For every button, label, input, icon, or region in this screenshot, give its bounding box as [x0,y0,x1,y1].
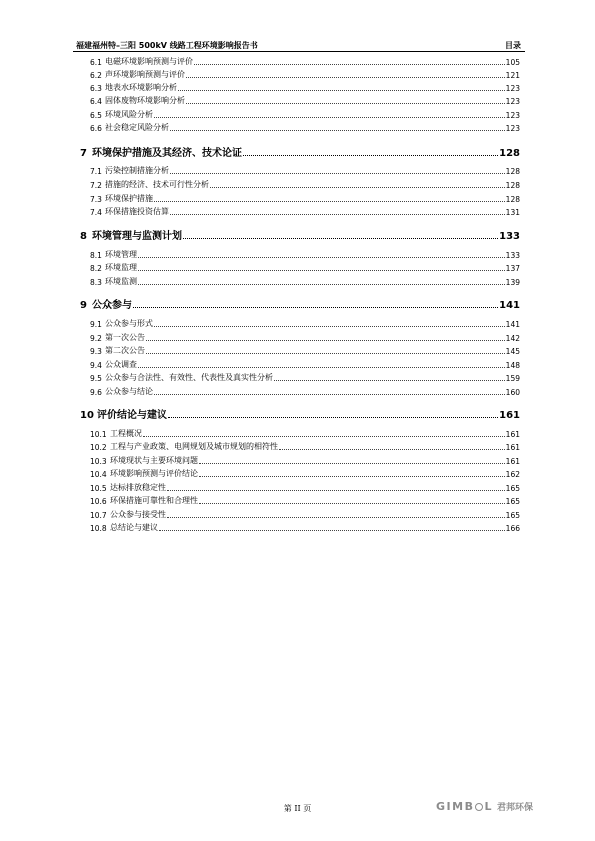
toc-label: 环境监理 [105,263,137,272]
toc-chapter-9[interactable] [80,297,520,311]
toc-page: 160 [505,388,520,397]
toc-number: 9.6 [90,388,102,397]
toc-page: 159 [505,374,520,383]
dot-leader [279,447,505,450]
dot-leader [138,268,505,271]
toc-number: 10.4 [90,470,107,479]
toc-entry-10-2[interactable] [90,441,520,452]
dot-leader [159,528,505,531]
toc-label: 固体废物环境影响分析 [105,96,185,105]
header-rule [73,51,525,52]
toc-label: 工程概况 [110,429,142,438]
toc-page: 161 [505,430,520,439]
toc-page: 131 [505,208,520,217]
dot-leader [210,185,505,188]
dot-leader [243,153,498,156]
toc-label: 环境风险分析 [105,110,153,119]
toc-label: 电磁环境影响预测与评价 [105,57,193,66]
dot-leader [154,199,505,202]
toc-page: 133 [499,231,520,242]
section-name: 目录 [505,41,521,50]
toc-page: 142 [505,334,520,343]
toc-page: 141 [499,300,520,311]
toc-entry-10-5[interactable] [90,482,520,493]
toc-entry-9-6[interactable] [90,386,520,397]
toc-label: 环境现状与主要环境问题 [110,456,198,465]
toc-number: 6.2 [90,71,102,80]
toc-number: 6.3 [90,84,102,93]
toc-label: 环境保护措施及其经济、技术论证 [92,148,242,159]
toc-label: 第二次公告 [105,346,145,355]
dot-leader [138,365,505,368]
toc-entry-6-5[interactable] [90,109,520,120]
toc-entry-8-2[interactable] [90,262,520,273]
toc-label: 达标排放稳定性 [110,483,166,492]
toc-entry-9-1[interactable] [90,318,520,329]
logo-chinese-name: 君邦环保 [496,802,533,813]
toc-entry-10-3[interactable] [90,455,520,466]
toc-page: 123 [505,97,520,106]
toc-label: 环保措施投资估算 [105,207,169,216]
toc-page: 166 [505,524,520,533]
toc-number: 6.4 [90,97,102,106]
toc-entry-10-7[interactable] [90,509,520,520]
toc-page: 145 [505,347,520,356]
toc-entry-7-2[interactable] [90,179,520,190]
toc-page: 165 [505,511,520,520]
toc-number: 7 [80,148,87,159]
toc-label: 总结论与建议 [110,523,158,532]
toc-entry-8-3[interactable] [90,276,520,287]
toc-number: 8 [80,231,87,242]
toc-label: 第一次公告 [105,333,145,342]
dot-leader [154,115,505,118]
toc-label: 公众参与合法性、有效性、代表性及真实性分析 [105,373,273,382]
toc-label: 环境保护措施 [105,194,153,203]
toc-number: 10.2 [90,443,107,452]
toc-entry-7-4[interactable] [90,206,520,217]
toc-chapter-7[interactable] [80,145,520,159]
toc-chapter-10[interactable] [80,407,520,421]
dot-leader [167,515,505,518]
dot-leader [170,212,505,215]
toc-page: 133 [505,251,520,260]
toc-page: 123 [505,84,520,93]
toc-entry-9-2[interactable] [90,332,520,343]
toc-label: 公众参与结论 [105,387,153,396]
toc-page: 162 [505,470,520,479]
toc-number: 7.2 [90,181,102,190]
toc-page: 161 [499,410,520,421]
toc-number: 9.3 [90,347,102,356]
toc-number: 7.4 [90,208,102,217]
toc-number: 9.1 [90,320,102,329]
toc-label: 公众参与形式 [105,319,153,328]
toc-page: 141 [505,320,520,329]
dot-leader [146,351,505,354]
toc-entry-6-6[interactable] [90,122,520,133]
dot-leader [170,128,505,131]
dot-leader [146,338,505,341]
toc-label: 公众参与接受性 [110,510,166,519]
toc-page: 123 [505,111,520,120]
toc-label: 环境影响预测与评价结论 [110,469,198,478]
dot-leader [170,171,505,174]
toc-number: 7.3 [90,195,102,204]
dot-leader [138,255,505,258]
dot-leader [199,474,505,477]
toc-number: 9.5 [90,374,102,383]
toc-label: 环境管理 [105,250,137,259]
toc-entry-10-4[interactable] [90,468,520,479]
toc-number: 8.2 [90,264,102,273]
toc-number: 7.1 [90,167,102,176]
dot-leader [154,324,505,327]
dot-leader [143,434,505,437]
toc-number: 9.4 [90,361,102,370]
toc-number: 8.3 [90,278,102,287]
dot-leader [168,415,498,418]
toc-page: 148 [505,361,520,370]
dot-leader [154,392,505,395]
toc-number: 10.1 [90,430,107,439]
toc-page: 161 [505,443,520,452]
toc-entry-6-4[interactable] [90,95,520,106]
toc-page: 121 [505,71,520,80]
toc-number: 6.6 [90,124,102,133]
toc-label: 环境监测 [105,277,137,286]
toc-number: 10.5 [90,484,107,493]
dot-leader [199,501,505,504]
toc-number: 10.8 [90,524,107,533]
toc-label: 评价结论与建议 [97,410,167,421]
toc-page: 161 [505,457,520,466]
toc-label: 地表水环境影响分析 [105,83,177,92]
toc-page: 139 [505,278,520,287]
toc-entry-9-3[interactable] [90,345,520,356]
toc-number: 9.2 [90,334,102,343]
toc-number: 9 [80,300,87,311]
running-header [73,37,525,51]
toc-number: 10.3 [90,457,107,466]
toc-entry-10-6[interactable] [90,495,520,506]
company-logo [436,797,533,815]
toc-entry-9-5[interactable] [90,372,520,383]
toc-page: 165 [505,484,520,493]
dot-leader [199,461,505,464]
toc-label: 社会稳定风险分析 [105,123,169,132]
toc-page: 128 [505,195,520,204]
dot-leader [274,378,505,381]
dot-leader [186,75,505,78]
toc-entry-10-1[interactable] [90,428,520,439]
toc-entry-6-2[interactable] [90,69,520,80]
dot-leader [186,101,505,104]
toc-label: 声环境影响预测与评价 [105,70,185,79]
toc-number: 10 [80,410,94,421]
toc-label: 公众参与 [92,300,132,311]
toc-label: 公众调查 [105,360,137,369]
toc-entry-10-8[interactable] [90,522,520,533]
dot-leader [167,488,505,491]
toc-page: 123 [505,124,520,133]
toc-page: 165 [505,497,520,506]
toc-number: 10.6 [90,497,107,506]
dot-leader [133,305,498,308]
toc-label: 工程与产业政策、电网规划及城市规划的相符性 [110,442,278,451]
toc-label: 污染控制措施分析 [105,166,169,175]
toc-page: 137 [505,264,520,273]
toc-number: 8.1 [90,251,102,260]
toc-number: 10.7 [90,511,107,520]
toc-number: 6.1 [90,58,102,67]
toc-number: 6.5 [90,111,102,120]
dot-leader [194,62,505,65]
dot-leader [178,88,505,91]
toc-entry-7-3[interactable] [90,193,520,204]
toc-chapter-8[interactable] [80,228,520,242]
toc-label: 措施的经济、技术可行性分析 [105,180,209,189]
logo-wordmark: GIMB L [436,799,493,813]
toc-entry-9-4[interactable] [90,359,520,370]
toc-page: 128 [505,181,520,190]
dot-leader [183,236,498,239]
toc-entry-6-3[interactable] [90,82,520,93]
toc-entry-8-1[interactable] [90,249,520,260]
dot-leader [138,282,505,285]
toc-page: 105 [505,58,520,67]
page-number: 第 II 页 [283,804,312,813]
toc-entry-6-1[interactable] [90,56,520,67]
report-title: 福建福州特–三阳 500kV 线路工程环境影响报告书 [76,41,258,50]
toc-page: 128 [499,148,520,159]
toc-label: 环保措施可靠性和合理性 [110,496,198,505]
toc-label: 环境管理与监测计划 [92,231,182,242]
toc-page: 128 [505,167,520,176]
logo-ring-icon [475,803,483,811]
toc-entry-7-1[interactable] [90,165,520,176]
